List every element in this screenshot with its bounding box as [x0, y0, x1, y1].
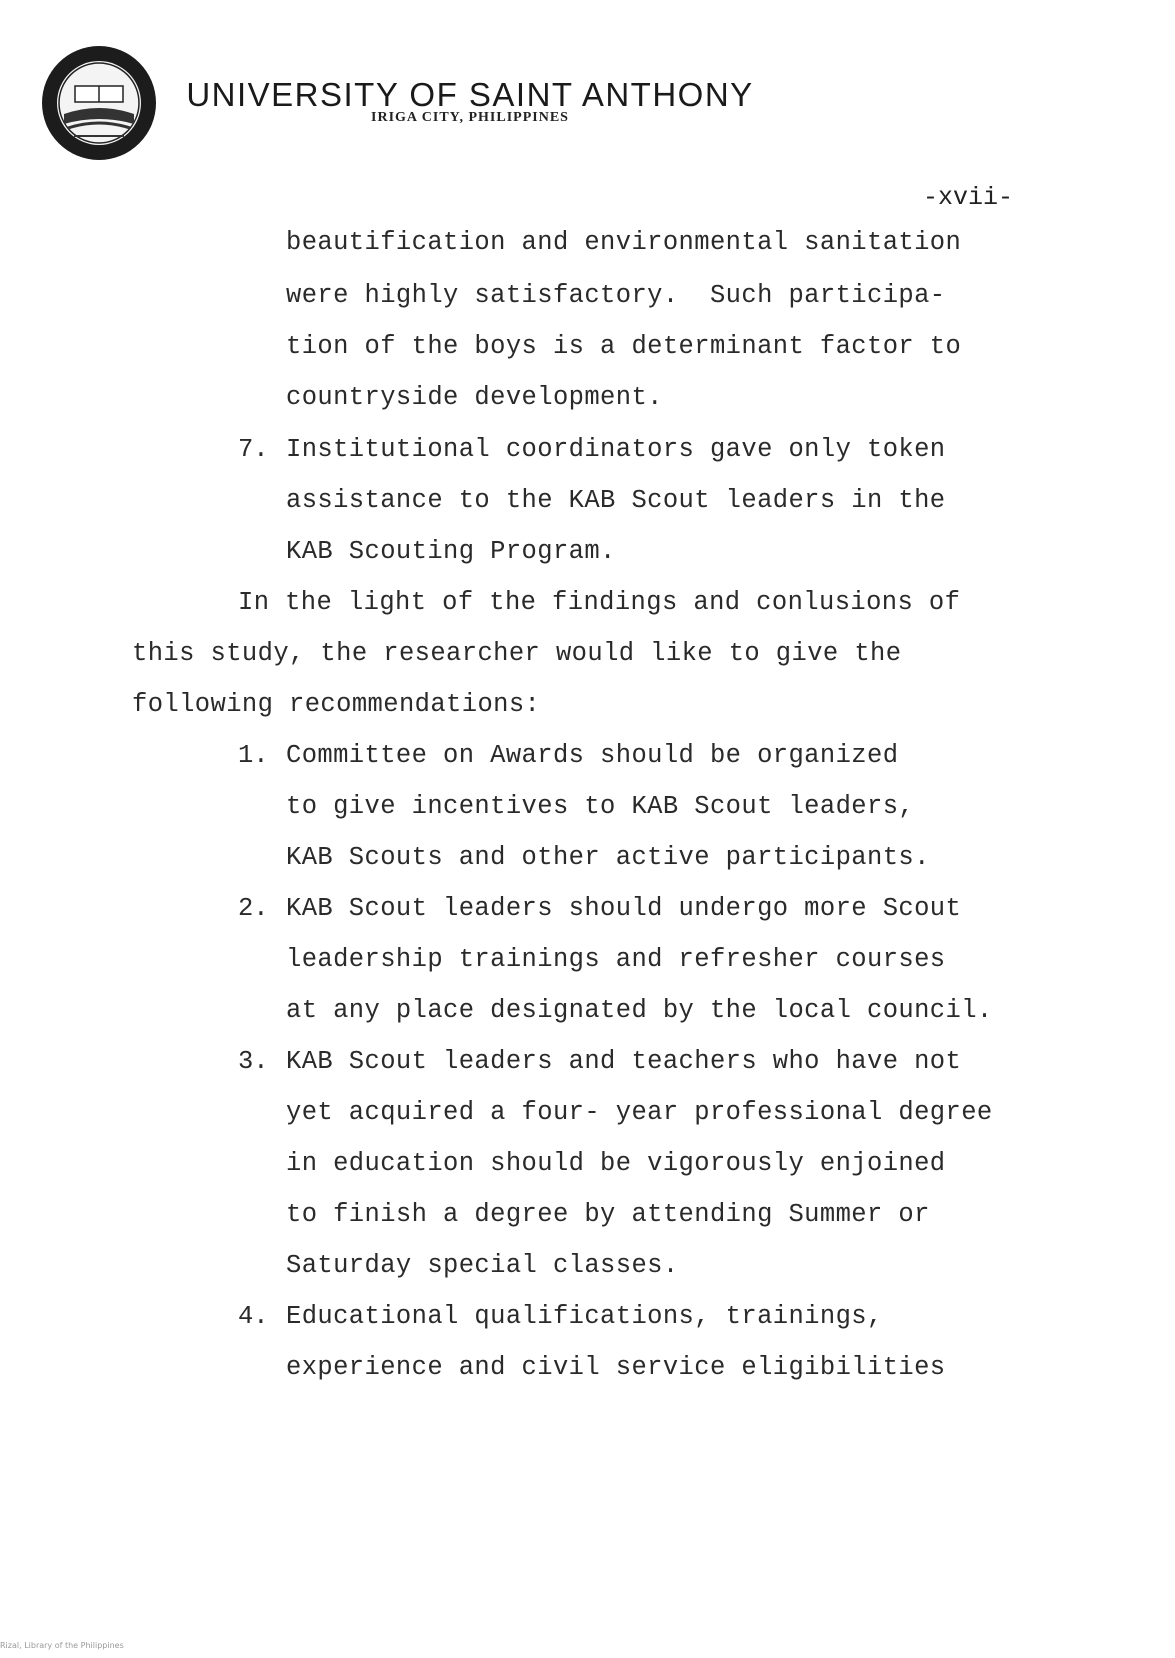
text-line: tion of the boys is a determinant factor to	[286, 332, 962, 361]
text-line: experience and civil service eligibilities	[286, 1353, 946, 1382]
text-line: were highly satisfactory. Such participa-	[286, 281, 946, 310]
institution-name: UNIVERSITY OF SAINT ANTHONY	[186, 76, 754, 113]
text-line: leadership trainings and refresher courses	[286, 945, 946, 974]
text-line: Committee on Awards should be organized	[286, 741, 899, 770]
text-line: countryside development.	[286, 383, 663, 412]
text-line: this study, the researcher would like to give the	[132, 639, 902, 668]
text-line: KAB Scouts and other active participants.	[286, 843, 930, 872]
text-line: Institutional coordinators gave only token	[286, 435, 946, 464]
text-line: KAB Scout leaders should undergo more Scout	[286, 894, 962, 923]
text-line: to finish a degree by attending Summer or	[286, 1200, 930, 1229]
university-seal	[40, 44, 158, 162]
list-number: 1.	[238, 741, 269, 770]
list-number: 3.	[238, 1047, 269, 1076]
text-line: KAB Scouting Program.	[286, 537, 616, 566]
text-line: Educational qualifications, trainings,	[286, 1302, 883, 1331]
text-line: beautification and environmental sanitation	[286, 228, 962, 257]
list-number: 4.	[238, 1302, 269, 1331]
list-number: 2.	[238, 894, 269, 923]
institution-location: IRIGA CITY, PHILIPPINES	[371, 110, 569, 125]
page-number: -xvii-	[923, 183, 1014, 212]
footer-text: Rizal, Library of the Philippines	[0, 1641, 124, 1650]
text-line: Saturday special classes.	[286, 1251, 679, 1280]
text-line: KAB Scout leaders and teachers who have not	[286, 1047, 962, 1076]
text-line: assistance to the KAB Scout leaders in the	[286, 486, 946, 515]
text-line: In the light of the findings and conlusions of	[238, 588, 961, 617]
list-number: 7.	[238, 435, 269, 464]
text-line: following recommendations:	[132, 690, 541, 719]
text-line: in education should be vigorously enjoined	[286, 1149, 946, 1178]
text-line: at any place designated by the local council.	[286, 996, 993, 1025]
text-line: to give incentives to KAB Scout leaders,	[286, 792, 915, 821]
text-line: yet acquired a four- year professional degree	[286, 1098, 993, 1127]
